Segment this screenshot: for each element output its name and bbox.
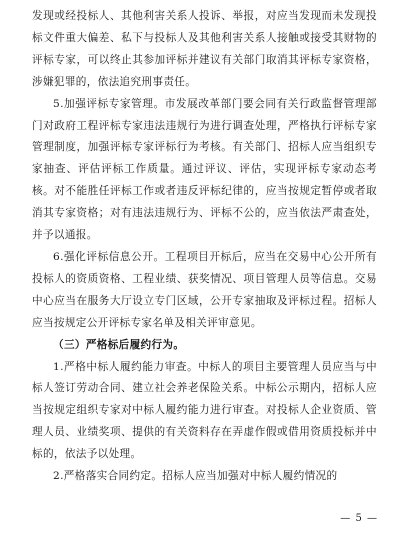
paragraph-contract-terms: 2.严格落实合同约定。招标人应当加强对中标人履约情况的 [53, 470, 338, 483]
body-text [32, 6, 377, 488]
page-number: — 5 — [340, 513, 378, 524]
section-heading-post-bid: （三）严格标后履约行为。 [53, 338, 185, 351]
paragraph-continuation: 发现或经投标人、其他利害关系人投诉、举报，对应当发现而未发现投标文件重大偏差、私下与投标人及其他利害关系人接触或接受其财物的评标专家，可以终止其参加评标并建议有关部门取消其评标专家资格，涉嫌犯罪的，依法追究刑事责任。 [32, 10, 377, 88]
paragraph-info-disclosure: 6.强化评标信息公开。工程项目开标后，应当在交易中心公开所有投标人的资质资格、工程业绩、获奖情况、项目管理人员等信息。交易中心应当在服务大厅设立专门区域，公开专家抽取及评标过程。招标人应当按规定公开评标专家名单及相关评审意见。 [32, 250, 377, 329]
paragraph-expert-management: 5.加强评标专家管理。市发展改革部门要会同有关行政监督管理部门对政府工程评标专家违法违规行为进行调查处理，严格执行评标专家管理制度，加强评标专家评标行为考核。有关部门、招标人应当组织专家抽查、评估评标工作质量。通过评议、评估，实现评标专家动态考核。对不能胜任评标工作或者违反评标纪律的，应当按规定暂停或者取消其专家资格；对有违法违规行为、评标不公的，应当依法严肃查处，并予以通报。 [32, 97, 377, 242]
paragraph-performance-review: 1.严格中标人履约能力审查。中标人的项目主要管理人员应当与中标人签订劳动合同、建立社会养老保险关系。中标公示期内，招标人应当按规定组织专家对中标人履约能力进行审查。对投标人企业资质、管理人员、业绩奖项、提供的有关资料存在弄虚作假或借用资质投标并中标的，依法予以处理。 [32, 360, 377, 461]
